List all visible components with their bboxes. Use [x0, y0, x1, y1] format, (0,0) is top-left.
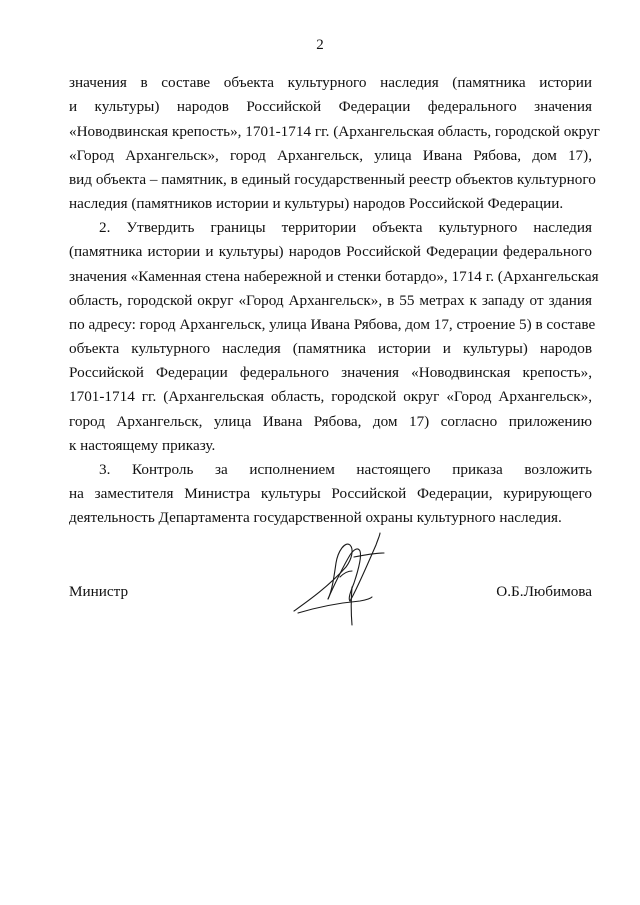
text-line: значения «Каменная стена набережной и стенки ботардо», 1714 г. (Архангельская: [69, 268, 599, 285]
text-line: вид объекта – памятник, в единый государственный реестр объектов культурного: [69, 171, 596, 188]
text-line: по адресу: город Архангельск, улица Ивана Рябова, дом 17, строение 5) в составе: [69, 316, 596, 333]
text-line: «Город Архангельск», город Архангельск, улица Ивана Рябова, дом 17),: [69, 147, 592, 164]
text-line: на заместителя Министра культуры Российской Федерации, курирующего: [69, 485, 592, 502]
page-number: 2: [316, 37, 324, 53]
text-line: 2. Утвердить границы территории объекта культурного наследия: [99, 219, 592, 236]
text-line: город Архангельск, улица Ивана Рябова, дом 17) согласно приложению: [69, 413, 592, 430]
text-line: 1701-1714 гг. (Архангельская область, городской округ «Город Архангельск»,: [69, 388, 592, 405]
text-line: Российской Федерации федерального значения «Новодвинская крепость»,: [69, 364, 592, 381]
text-line: (памятника истории и культуры) народов Российской Федерации федерального: [69, 243, 592, 260]
text-line: значения в составе объекта культурного наследия (памятника истории: [69, 74, 592, 91]
text-line: к настоящему приказу.: [69, 437, 216, 454]
text-line: наследия (памятников истории и культуры) народов Российской Федерации.: [69, 195, 564, 212]
text-line: 3. Контроль за исполнением настоящего приказа возложить: [99, 461, 592, 478]
text-line: и культуры) народов Российской Федерации федерального значения: [69, 98, 592, 115]
signature-icon: [288, 527, 398, 632]
signer-name: О.Б.Любимова: [496, 583, 592, 600]
text-line: область, городской округ «Город Архангельск», в 55 метрах к западу от здания: [69, 292, 592, 309]
text-line: деятельность Департамента государственной охраны культурного наследия.: [69, 509, 562, 526]
text-line: «Новодвинская крепость», 1701-1714 гг. (Архангельская область, городской округ: [69, 123, 600, 140]
text-line: объекта культурного наследия (памятника истории и культуры) народов: [69, 340, 592, 357]
signer-title: Министр: [69, 583, 129, 600]
